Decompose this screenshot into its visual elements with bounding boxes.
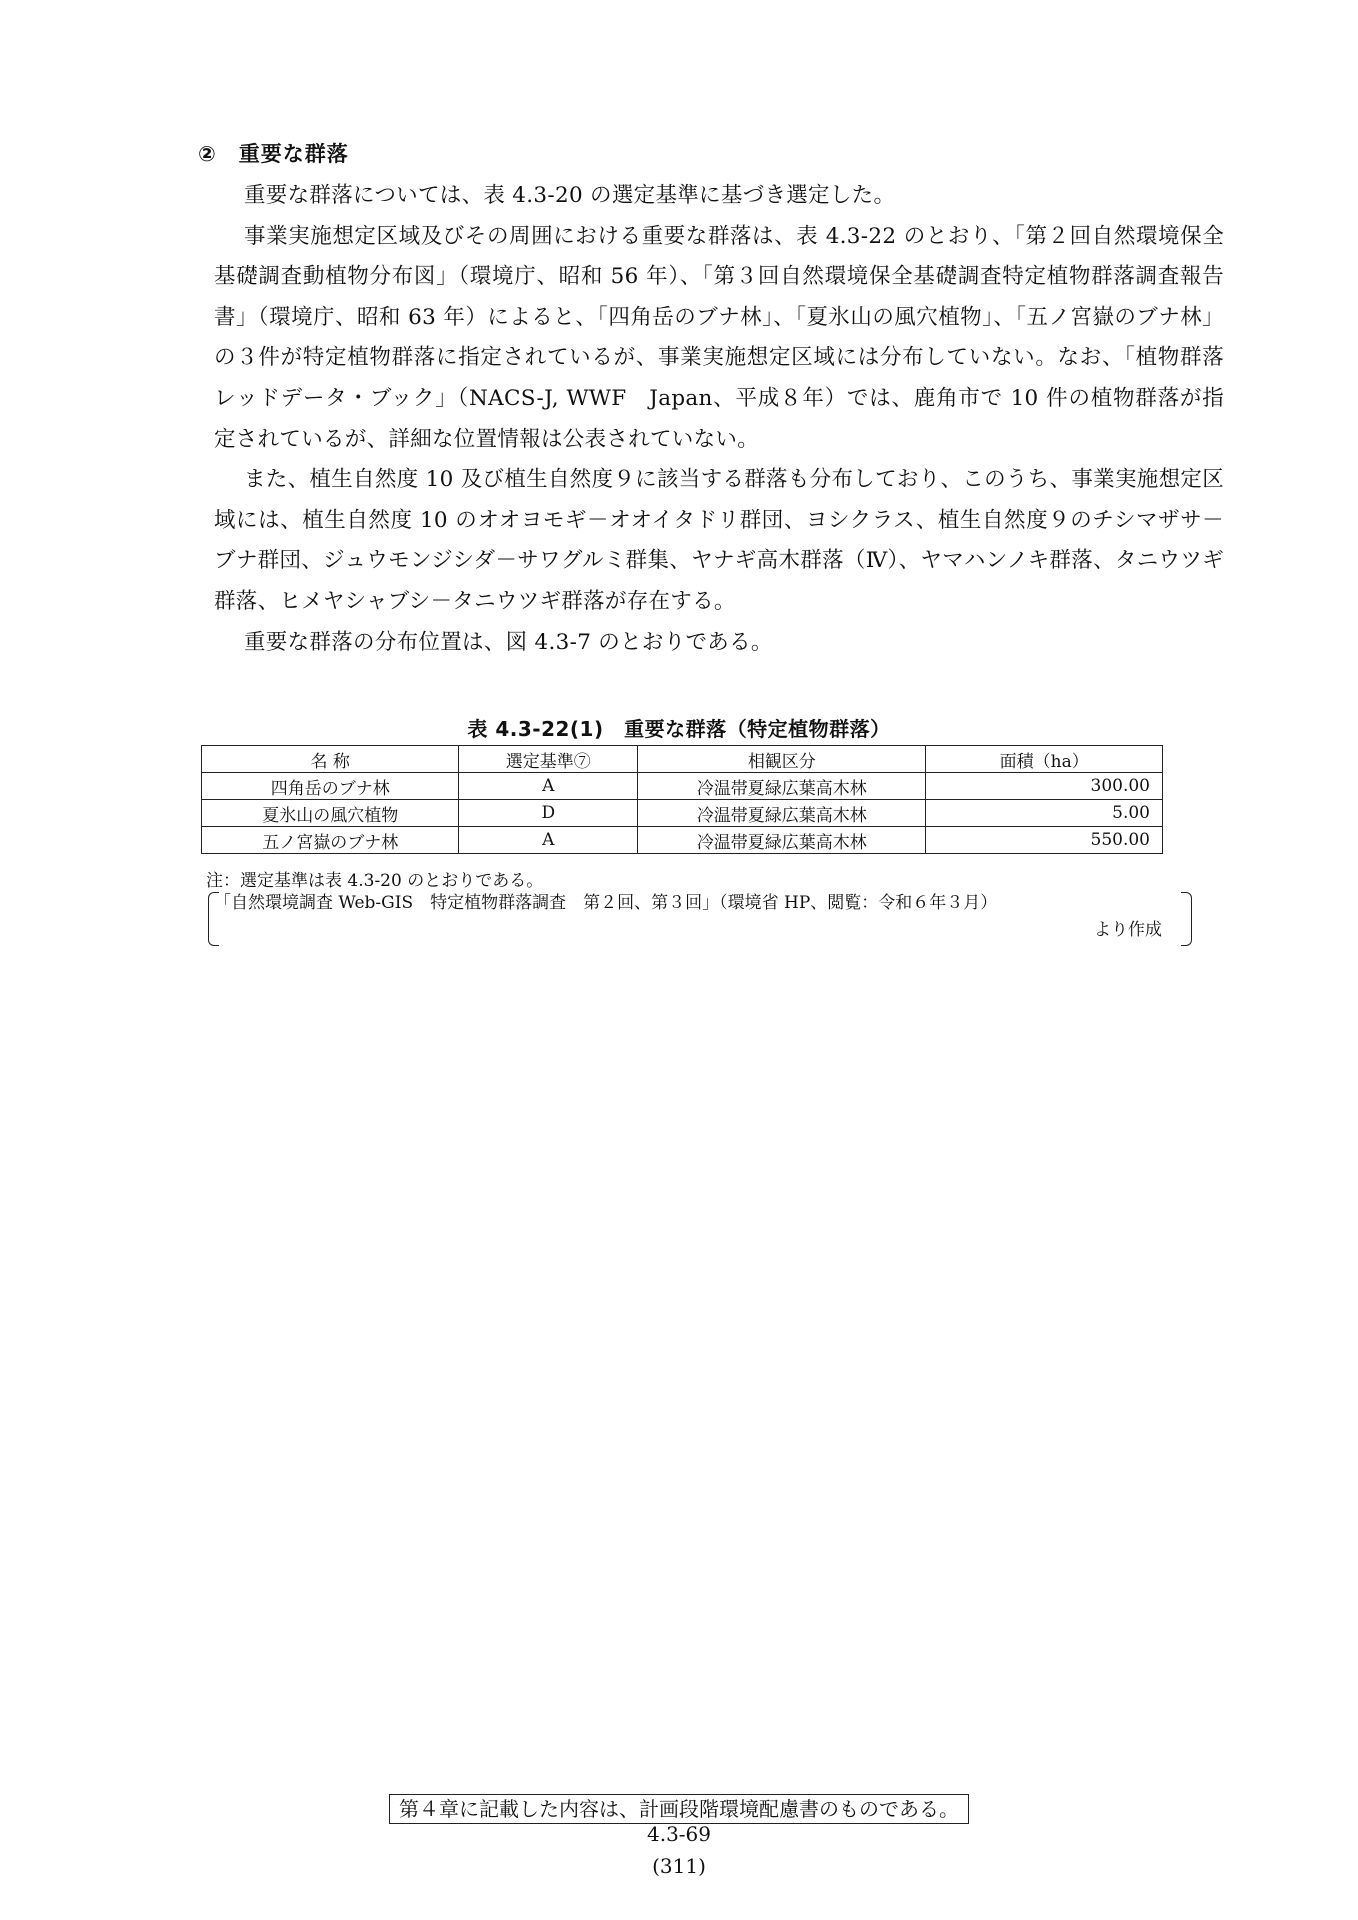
cell-area: 5.00 xyxy=(926,800,1163,827)
table-note: 注：選定基準は表 4.3-20 のとおりである。 xyxy=(206,871,544,891)
cell-area: 300.00 xyxy=(926,773,1163,800)
body-text xyxy=(214,176,1224,663)
table-row xyxy=(202,827,1163,854)
header-criteria: 選定基準⑦ xyxy=(459,746,638,773)
section-title: 重要な群落 xyxy=(238,142,349,166)
header-name: 名 称 xyxy=(202,746,459,773)
cell-area: 550.00 xyxy=(926,827,1163,854)
page-number: 4.3-69 xyxy=(646,1822,711,1846)
table-row xyxy=(202,800,1163,827)
right-bracket xyxy=(1181,892,1192,946)
table-source xyxy=(208,890,1192,946)
cell-criteria: D xyxy=(459,800,638,827)
section-heading xyxy=(198,138,349,168)
source-line-2: より作成 xyxy=(1094,920,1162,940)
table-header-row xyxy=(202,746,1163,773)
paragraph: 事業実施想定区域及びその周囲における重要な群落は、表 4.3-22 のとおり、「第２回自然環境保全基礎調査動植物分布図」（環境庁、昭和 56 年）、「第３回自然環境保全基礎調査特定植物群落調査報告書」（環境庁、昭和 63 年）によると、「四角岳のブナ林」、「夏氷山の風穴植物」、「五ノ宮嶽のブナ林」の３件が特定植物群落に指定されているが、事業実施想定区域には分布していない。なお、「植物群落レッドデータ・ブック」（NACS-J, WWF Japan、平成８年）では、鹿角市で 10 件の植物群落が指定されているが、詳細な位置情報は公表されていない。 xyxy=(214,223,1224,452)
table-caption: 表 4.3-22(1) 重要な群落（特定植物群落） xyxy=(467,717,891,741)
cell-name: 五ノ宮嶽のブナ林 xyxy=(202,827,459,854)
cell-name: 四角岳のブナ林 xyxy=(202,773,459,800)
cell-physiognomy: 冷温帯夏緑広葉高木林 xyxy=(638,773,926,800)
paragraph: 重要な群落の分布位置は、図 4.3-7 のとおりである。 xyxy=(244,629,773,655)
communities-table xyxy=(201,745,1163,854)
cell-physiognomy: 冷温帯夏緑広葉高木林 xyxy=(638,800,926,827)
cell-criteria: A xyxy=(459,773,638,800)
source-line-1: 「自然環境調査 Web-GIS 特定植物群落調査 第２回、第３回」（環境省 HP、閲覧：令和６年３月） xyxy=(214,893,998,913)
cell-criteria: A xyxy=(459,827,638,854)
header-physiognomy: 相観区分 xyxy=(638,746,926,773)
paragraph: また、植生自然度 10 及び植生自然度９に該当する群落も分布しており、このうち、事業実施想定区域には、植生自然度 10 のオオヨモギ－オオイタドリ群団、ヨシクラス、植生自然度９のチシマザサ－ブナ群団、ジュウモンジシダ－サワグルミ群集、ヤナギ高木群落（Ⅳ）、ヤマハンノキ群落、タニウツギ群落、ヒメヤシャブシ－タニウツギ群落が存在する。 xyxy=(214,467,1224,614)
table-row xyxy=(202,773,1163,800)
section-number: ② xyxy=(198,142,217,166)
cell-name: 夏氷山の風穴植物 xyxy=(202,800,459,827)
footer-notice: 第４章に記載した内容は、計画段階環境配慮書のものである。 xyxy=(389,1794,969,1824)
cell-physiognomy: 冷温帯夏緑広葉高木林 xyxy=(638,827,926,854)
paragraph: 重要な群落については、表 4.3-20 の選定基準に基づき選定した。 xyxy=(244,183,896,208)
header-area: 面積（ha） xyxy=(926,746,1163,773)
page-sub-number: (311) xyxy=(652,1854,706,1878)
